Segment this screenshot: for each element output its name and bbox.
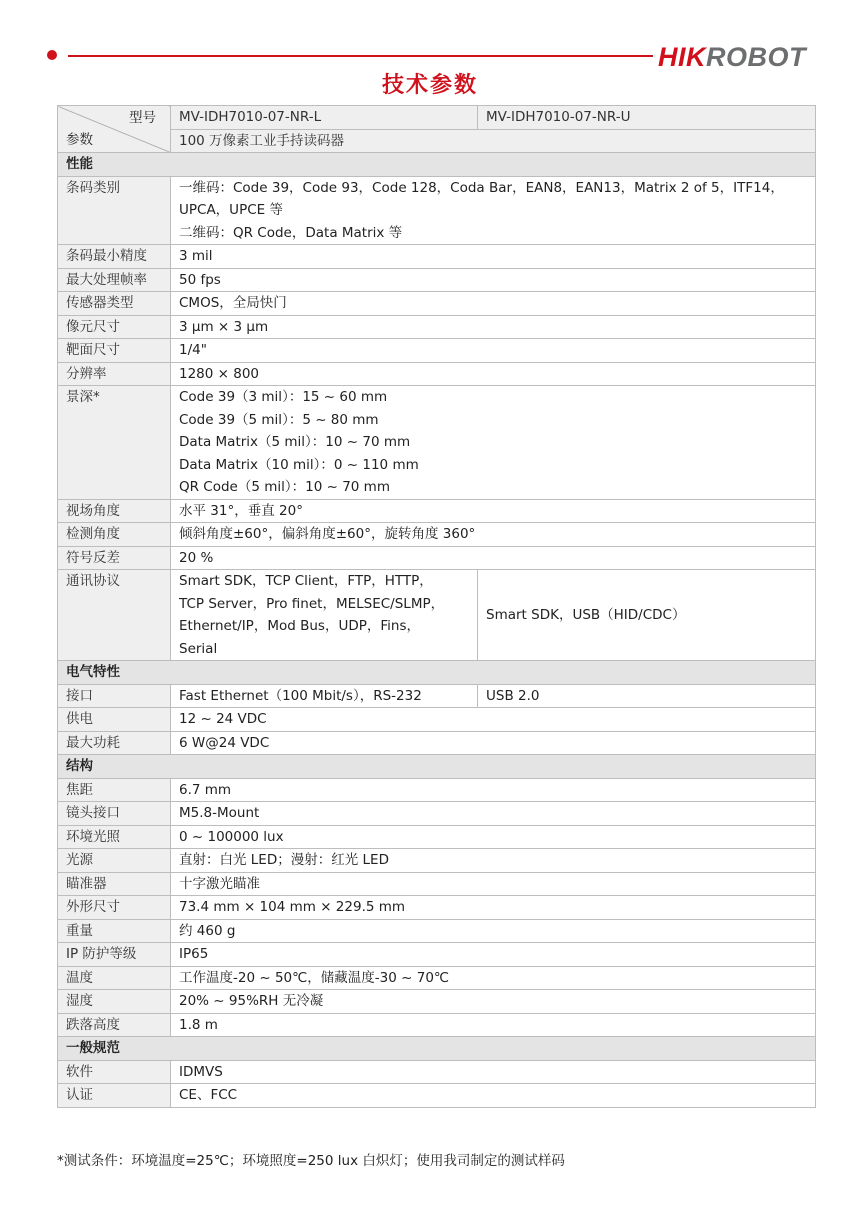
spec-value: IDMVS bbox=[171, 1060, 816, 1084]
spec-value: 20 % bbox=[171, 546, 816, 570]
spec-value: 12 ~ 24 VDC bbox=[171, 708, 816, 732]
spec-value: 50 fps bbox=[171, 268, 816, 292]
spec-line: Code 39（3 mil）：15 ~ 60 mm bbox=[179, 389, 388, 405]
spec-row bbox=[58, 990, 816, 1014]
spec-value: CMOS，全局快门 bbox=[171, 292, 816, 316]
spec-value: 6.7 mm bbox=[171, 778, 816, 802]
spec-label: 跌落高度 bbox=[58, 1013, 171, 1037]
spec-label: 湿度 bbox=[58, 990, 171, 1014]
spec-row bbox=[58, 570, 816, 661]
spec-label: 视场角度 bbox=[58, 499, 171, 523]
spec-value-l bbox=[171, 570, 478, 661]
header-dot bbox=[47, 50, 57, 60]
spec-line: Data Matrix（5 mil）：10 ~ 70 mm bbox=[179, 434, 411, 450]
spec-row bbox=[58, 292, 816, 316]
spec-line: 二维码：QR Code，Data Matrix 等 bbox=[179, 224, 403, 241]
spec-label: 像元尺寸 bbox=[58, 315, 171, 339]
spec-line: Code 39（5 mil）：5 ~ 80 mm bbox=[179, 411, 379, 428]
spec-value: 3 mil bbox=[171, 245, 816, 269]
spec-value bbox=[171, 176, 816, 245]
section-title: 结构 bbox=[58, 755, 816, 779]
spec-row bbox=[58, 872, 816, 896]
spec-label: 景深* bbox=[58, 386, 171, 500]
spec-label: 镜头接口 bbox=[58, 802, 171, 826]
brand-secondary: ROBOT bbox=[706, 42, 806, 72]
spec-row bbox=[58, 1084, 816, 1108]
spec-row bbox=[58, 943, 816, 967]
spec-row bbox=[58, 825, 816, 849]
corner-cell bbox=[58, 106, 171, 153]
section-title: 电气特性 bbox=[58, 661, 816, 685]
spec-row bbox=[58, 1013, 816, 1037]
spec-row bbox=[58, 966, 816, 990]
spec-row bbox=[58, 523, 816, 547]
spec-value: 1.8 m bbox=[171, 1013, 816, 1037]
spec-value: 倾斜角度±60°，偏斜角度±60°，旋转角度 360° bbox=[171, 523, 816, 547]
spec-value: 6 W@24 VDC bbox=[171, 731, 816, 755]
section-title: 一般规范 bbox=[58, 1037, 816, 1061]
spec-value-u: USB 2.0 bbox=[478, 684, 816, 708]
spec-line: Ethernet/IP，Mod Bus，UDP，Fins， bbox=[179, 618, 420, 634]
section-electrical bbox=[58, 661, 816, 685]
spec-label: 最大处理帧率 bbox=[58, 268, 171, 292]
spec-value-l: Fast Ethernet（100 Mbit/s），RS-232 bbox=[171, 684, 478, 708]
footnote: *测试条件：环境温度=25℃；环境照度=250 lux 白炽灯；使用我司制定的测试样码 bbox=[57, 1153, 565, 1169]
spec-label: 最大功耗 bbox=[58, 731, 171, 755]
spec-value: 工作温度-20 ~ 50℃，储藏温度-30 ~ 70℃ bbox=[171, 966, 816, 990]
spec-value: 直射：白光 LED；漫射：红光 LED bbox=[171, 849, 816, 873]
spec-value: 约 460 g bbox=[171, 919, 816, 943]
spec-row bbox=[58, 708, 816, 732]
spec-line: 一维码：Code 39，Code 93，Code 128，Coda Bar，EAN8，EAN13，Matrix 2 of 5，ITF14， bbox=[179, 179, 784, 196]
spec-row bbox=[58, 919, 816, 943]
spec-label: 条码类别 bbox=[58, 176, 171, 245]
corner-top-label: 型号 bbox=[129, 110, 156, 126]
spec-value: IP65 bbox=[171, 943, 816, 967]
spec-value: 十字激光瞄准 bbox=[171, 872, 816, 896]
spec-line: Data Matrix（10 mil）：0 ~ 110 mm bbox=[179, 456, 419, 473]
spec-line: Smart SDK，TCP Client，FTP，HTTP， bbox=[179, 573, 433, 589]
spec-label: 软件 bbox=[58, 1060, 171, 1084]
spec-value: 3 μm × 3 μm bbox=[171, 315, 816, 339]
spec-value: 水平 31°，垂直 20° bbox=[171, 499, 816, 523]
spec-row bbox=[58, 802, 816, 826]
spec-label: 重量 bbox=[58, 919, 171, 943]
spec-label: 瞄准器 bbox=[58, 872, 171, 896]
spec-label: 检测角度 bbox=[58, 523, 171, 547]
spec-line: TCP Server，Pro finet，MELSEC/SLMP， bbox=[179, 595, 445, 612]
spec-value-u: Smart SDK，USB（HID/CDC） bbox=[478, 570, 816, 661]
section-title: 性能 bbox=[58, 153, 816, 177]
spec-row bbox=[58, 731, 816, 755]
spec-row bbox=[58, 315, 816, 339]
model-u: MV-IDH7010-07-NR-U bbox=[478, 106, 816, 130]
spec-label: 分辨率 bbox=[58, 362, 171, 386]
spec-value: 0 ~ 100000 lux bbox=[171, 825, 816, 849]
spec-value: CE、FCC bbox=[171, 1084, 816, 1108]
spec-value bbox=[171, 386, 816, 500]
spec-label: 条码最小精度 bbox=[58, 245, 171, 269]
spec-label: 靶面尺寸 bbox=[58, 339, 171, 363]
brand-primary: HIK bbox=[658, 42, 706, 72]
spec-row bbox=[58, 176, 816, 245]
model-l: MV-IDH7010-07-NR-L bbox=[171, 106, 478, 130]
spec-row bbox=[58, 362, 816, 386]
spec-row bbox=[58, 849, 816, 873]
spec-row bbox=[58, 386, 816, 500]
spec-row bbox=[58, 268, 816, 292]
spec-label: 环境光照 bbox=[58, 825, 171, 849]
spec-label: 传感器类型 bbox=[58, 292, 171, 316]
page-title: 技术参数 bbox=[381, 73, 478, 98]
spec-label: 焦距 bbox=[58, 778, 171, 802]
spec-value: 1280 × 800 bbox=[171, 362, 816, 386]
spec-row bbox=[58, 1060, 816, 1084]
header-rule bbox=[68, 55, 653, 57]
section-performance bbox=[58, 153, 816, 177]
section-general bbox=[58, 1037, 816, 1061]
spec-label: 认证 bbox=[58, 1084, 171, 1108]
spec-value: 20% ~ 95%RH 无冷凝 bbox=[171, 990, 816, 1014]
model-desc: 100 万像素工业手持读码器 bbox=[171, 129, 816, 153]
spec-row bbox=[58, 684, 816, 708]
spec-label: 通讯协议 bbox=[58, 570, 171, 661]
spec-label: 光源 bbox=[58, 849, 171, 873]
model-desc-row bbox=[58, 129, 816, 153]
spec-value: 1/4" bbox=[171, 339, 816, 363]
section-structure bbox=[58, 755, 816, 779]
spec-label: 温度 bbox=[58, 966, 171, 990]
spec-row bbox=[58, 778, 816, 802]
spec-row bbox=[58, 245, 816, 269]
spec-row bbox=[58, 499, 816, 523]
spec-line: QR Code（5 mil）：10 ~ 70 mm bbox=[179, 479, 390, 495]
model-row bbox=[58, 106, 816, 130]
spec-label: 外形尺寸 bbox=[58, 896, 171, 920]
spec-label: 供电 bbox=[58, 708, 171, 732]
spec-table bbox=[57, 105, 816, 1108]
spec-label: 符号反差 bbox=[58, 546, 171, 570]
spec-value: 73.4 mm × 104 mm × 229.5 mm bbox=[171, 896, 816, 920]
spec-row bbox=[58, 896, 816, 920]
spec-row bbox=[58, 546, 816, 570]
spec-value: M5.8-Mount bbox=[171, 802, 816, 826]
spec-row bbox=[58, 339, 816, 363]
spec-line: UPCA，UPCE 等 bbox=[179, 202, 283, 218]
spec-label: 接口 bbox=[58, 684, 171, 708]
corner-bottom-label: 参数 bbox=[66, 131, 93, 148]
spec-label: IP 防护等级 bbox=[58, 943, 171, 967]
spec-line: Serial bbox=[179, 640, 218, 657]
